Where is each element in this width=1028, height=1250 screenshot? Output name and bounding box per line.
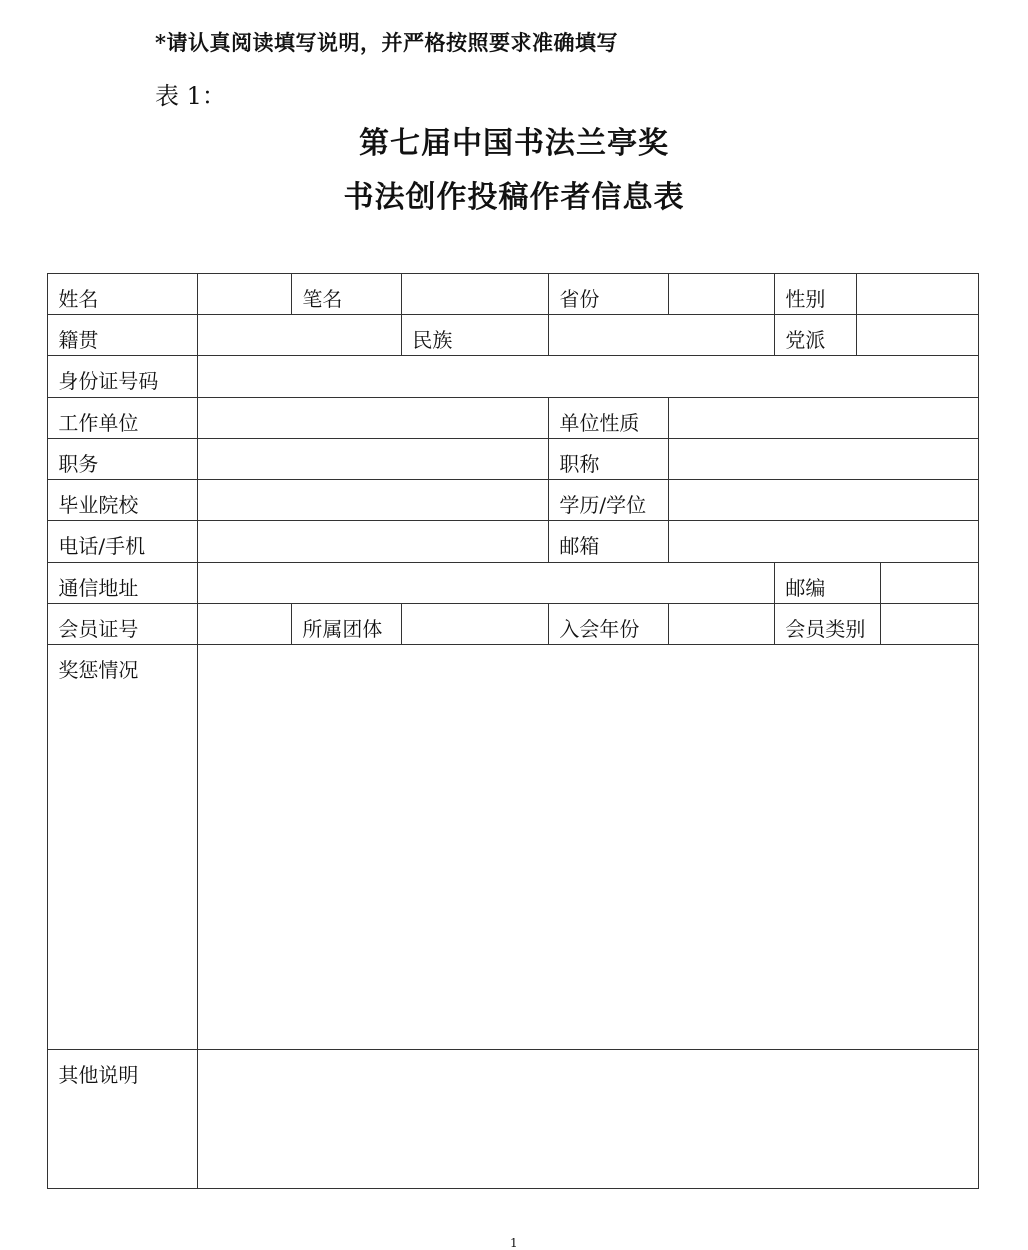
field-email[interactable] [668, 520, 979, 563]
instruction-notice: *请认真阅读填写说明，并严格按照要求准确填写 [155, 30, 618, 55]
field-gender[interactable] [856, 273, 979, 315]
label-name: 姓名 [47, 273, 198, 315]
field-phone[interactable] [197, 520, 549, 563]
label-party: 党派 [774, 314, 857, 356]
field-organization[interactable] [401, 603, 549, 645]
field-id-number[interactable] [197, 355, 979, 398]
field-position[interactable] [197, 438, 549, 480]
label-position: 职务 [47, 438, 198, 480]
label-native-place: 籍贯 [47, 314, 198, 356]
field-party[interactable] [856, 314, 979, 356]
label-member-no: 会员证号 [47, 603, 198, 645]
label-postcode: 邮编 [774, 562, 881, 604]
table-number: 表 1： [155, 82, 226, 110]
field-employer[interactable] [197, 397, 549, 439]
label-school: 毕业院校 [47, 479, 198, 521]
field-employer-type[interactable] [668, 397, 979, 439]
field-postcode[interactable] [880, 562, 979, 604]
label-title: 职称 [548, 438, 669, 480]
label-employer: 工作单位 [47, 397, 198, 439]
label-address: 通信地址 [47, 562, 198, 604]
field-native-place[interactable] [197, 314, 402, 356]
field-awards[interactable] [197, 644, 979, 1050]
label-pen-name: 笔名 [291, 273, 402, 315]
field-address[interactable] [197, 562, 775, 604]
label-id-number: 身份证号码 [47, 355, 198, 398]
label-join-year: 入会年份 [548, 603, 669, 645]
label-member-type: 会员类别 [774, 603, 881, 645]
field-pen-name[interactable] [401, 273, 549, 315]
label-email: 邮箱 [548, 520, 669, 563]
field-join-year[interactable] [668, 603, 775, 645]
field-member-type[interactable] [880, 603, 979, 645]
form-title-line2: 书法创作投稿作者信息表 [343, 180, 685, 215]
label-other: 其他说明 [47, 1049, 198, 1189]
field-title[interactable] [668, 438, 979, 480]
field-province[interactable] [668, 273, 775, 315]
label-employer-type: 单位性质 [548, 397, 669, 439]
label-province: 省份 [548, 273, 669, 315]
field-school[interactable] [197, 479, 549, 521]
page-number: 1 [510, 1236, 518, 1250]
label-gender: 性别 [774, 273, 857, 315]
label-phone: 电话/手机 [47, 520, 198, 563]
field-ethnicity[interactable] [548, 314, 775, 356]
field-member-no[interactable] [197, 603, 292, 645]
form-title-line1: 第七届中国书法兰亭奖 [359, 126, 669, 161]
field-other[interactable] [197, 1049, 979, 1189]
label-organization: 所属团体 [291, 603, 402, 645]
label-degree: 学历/学位 [548, 479, 669, 521]
field-degree[interactable] [668, 479, 979, 521]
field-name[interactable] [197, 273, 292, 315]
label-ethnicity: 民族 [401, 314, 549, 356]
label-awards: 奖惩情况 [47, 644, 198, 1050]
